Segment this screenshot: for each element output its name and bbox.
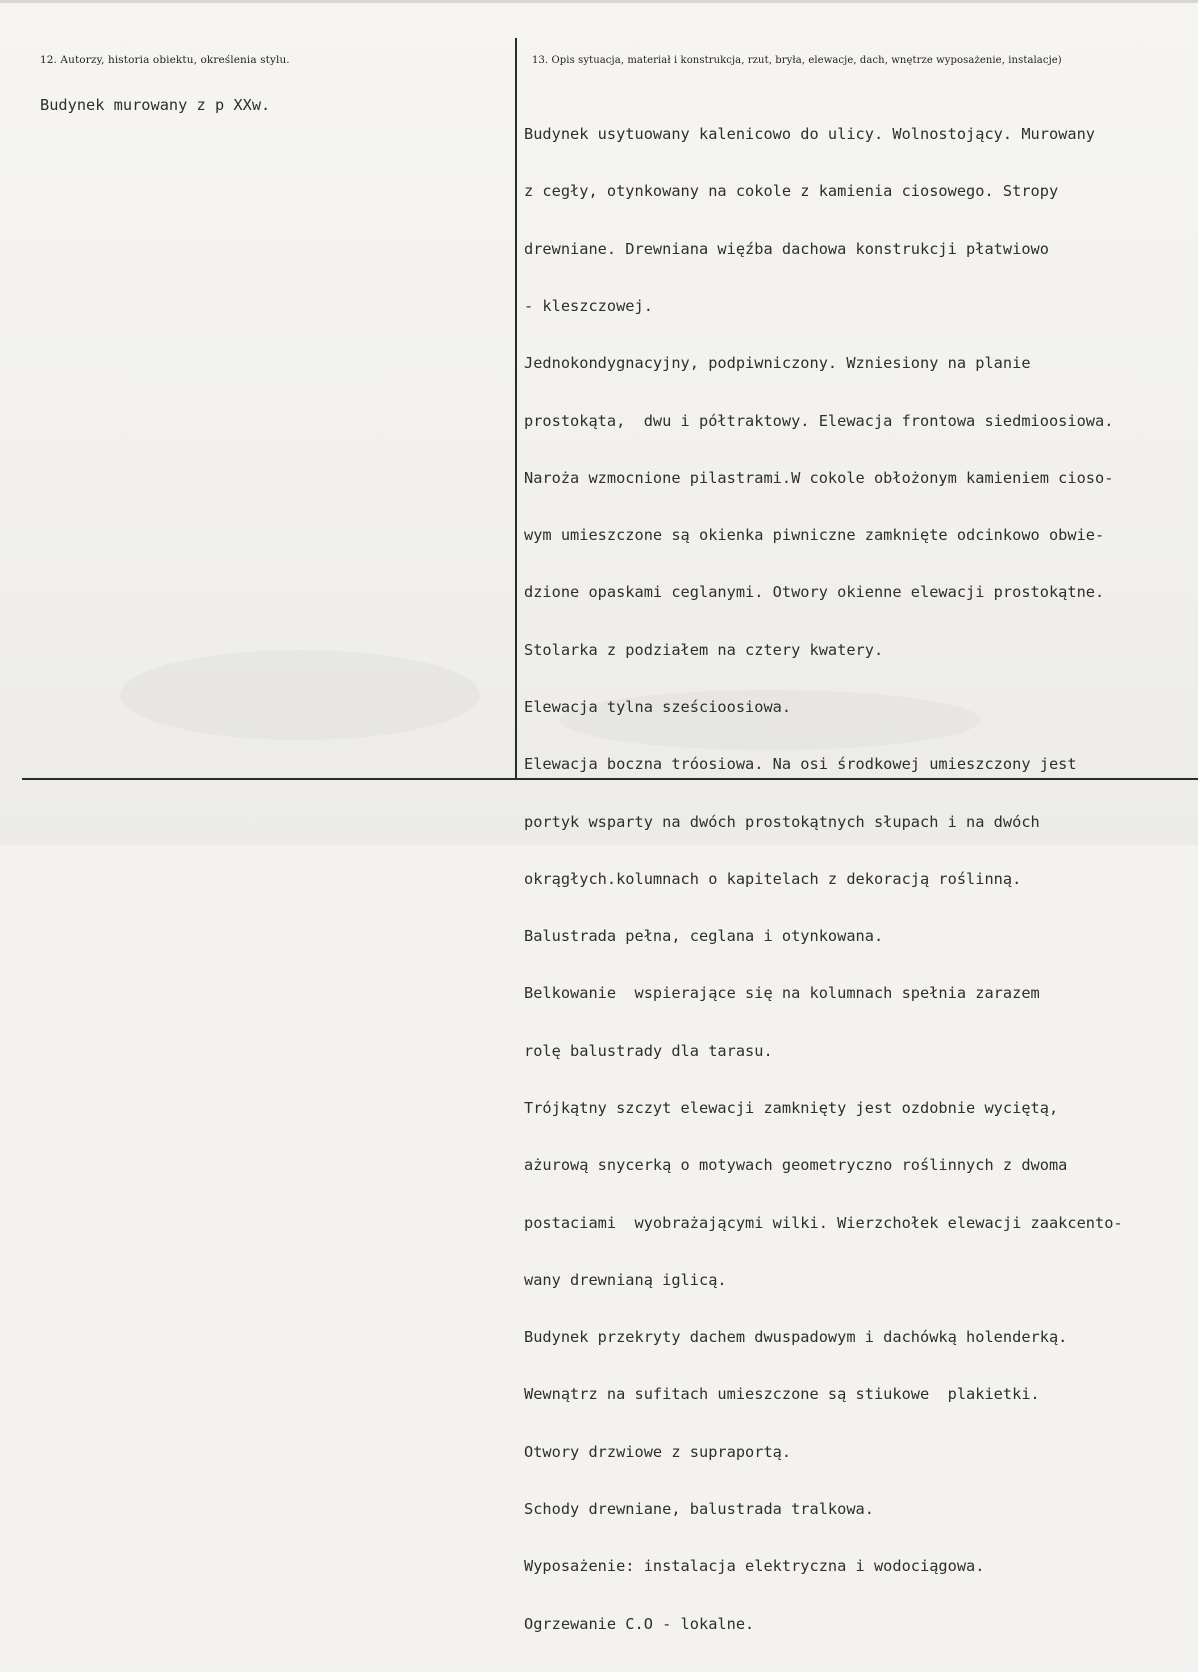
text-line: z cegły, otynkowany na cokole z kamienia ciosowego. Stropy	[524, 182, 1059, 201]
text-line: wym umieszczone są okienka piwniczne zamknięte odcinkowo obwie-	[524, 526, 1105, 545]
text-line: - kleszczowej.	[524, 297, 653, 316]
text-line: Elewacja tylna sześcioosiowa.	[524, 698, 792, 716]
text-line: prostokąta, dwu i półtraktowy. Elewacja frontowa siedmioosiowa.	[524, 411, 1114, 430]
text-line: Jednokondygnacyjny, podpiwniczony. Wzniesiony na planie	[524, 354, 1031, 373]
section-12-text: Budynek murowany z p XXw.	[40, 96, 271, 114]
text-line: Belkowanie wspierające się na kolumnach spełnia zarazem	[524, 984, 1040, 1003]
text-line: rolę balustrady dla tarasu.	[524, 1041, 773, 1060]
column-divider	[515, 38, 517, 778]
section-13-text	[524, 87, 1123, 1672]
bottom-rule	[22, 778, 1198, 780]
text-line: Schody drewniane, balustrada tralkowa.	[524, 1499, 874, 1518]
card-top-edge	[0, 0, 1198, 3]
text-line: Budynek usytuowany kalenicowo do ulicy. Wolnostojący. Murowany	[524, 125, 1095, 144]
paper-smudge	[120, 650, 480, 740]
text-line: Ogrzewanie C.O - lokalne.	[524, 1614, 755, 1633]
text-line: Budynek przekryty dachem dwuspadowym i dachówką holenderką.	[524, 1328, 1068, 1347]
text-line: ażurową snycerką o motywach geometryczno roślinnych z dwoma	[524, 1156, 1068, 1175]
text-line: Stolarka z podziałem na cztery kwatery.	[524, 640, 884, 659]
text-line: wany drewnianą iglicą.	[524, 1270, 727, 1289]
text-line: Wewnątrz na sufitach umieszczone są stiukowe plakietki.	[524, 1385, 1040, 1404]
text-line: okrągłych.kolumnach o kapitelach z dekoracją roślinną.	[524, 869, 1022, 888]
text-line: Otwory drzwiowe z supraportą.	[524, 1442, 792, 1461]
text-line: Trójkątny szczyt elewacji zamknięty jest ozdobnie wyciętą,	[524, 1098, 1059, 1117]
text-line: dzione opaskami ceglanymi. Otwory okienne elewacji prostokątne.	[524, 583, 1105, 602]
text-line: Elewacja boczna tróosiowa. Na osi środkowej umieszczony jest	[524, 755, 1077, 774]
text-line: Naroża wzmocnione pilastrami.W cokole obłożonym kamieniem cioso-	[524, 468, 1114, 487]
section-12-header: 12. Autorzy, historia obiektu, określenia stylu.	[40, 54, 290, 66]
text-line: Wyposażenie: instalacja elektryczna i wodociągowa.	[524, 1557, 985, 1576]
text-line: drewniane. Drewniana więźba dachowa konstrukcji płatwiowo	[524, 239, 1049, 258]
text-line: portyk wsparty na dwóch prostokątnych słupach i na dwóch	[524, 812, 1040, 831]
section-13-header: 13. Opis sytuacja, materiał i konstrukcja, rzut, bryła, elewacje, dach, wnętrze wyposażenie, instalacje)	[532, 55, 1062, 66]
text-line: postaciami wyobrażającymi wilki. Wierzchołek elewacji zaakcento-	[524, 1213, 1123, 1232]
text-line: Balustrada pełna, ceglana i otynkowana.	[524, 927, 884, 946]
